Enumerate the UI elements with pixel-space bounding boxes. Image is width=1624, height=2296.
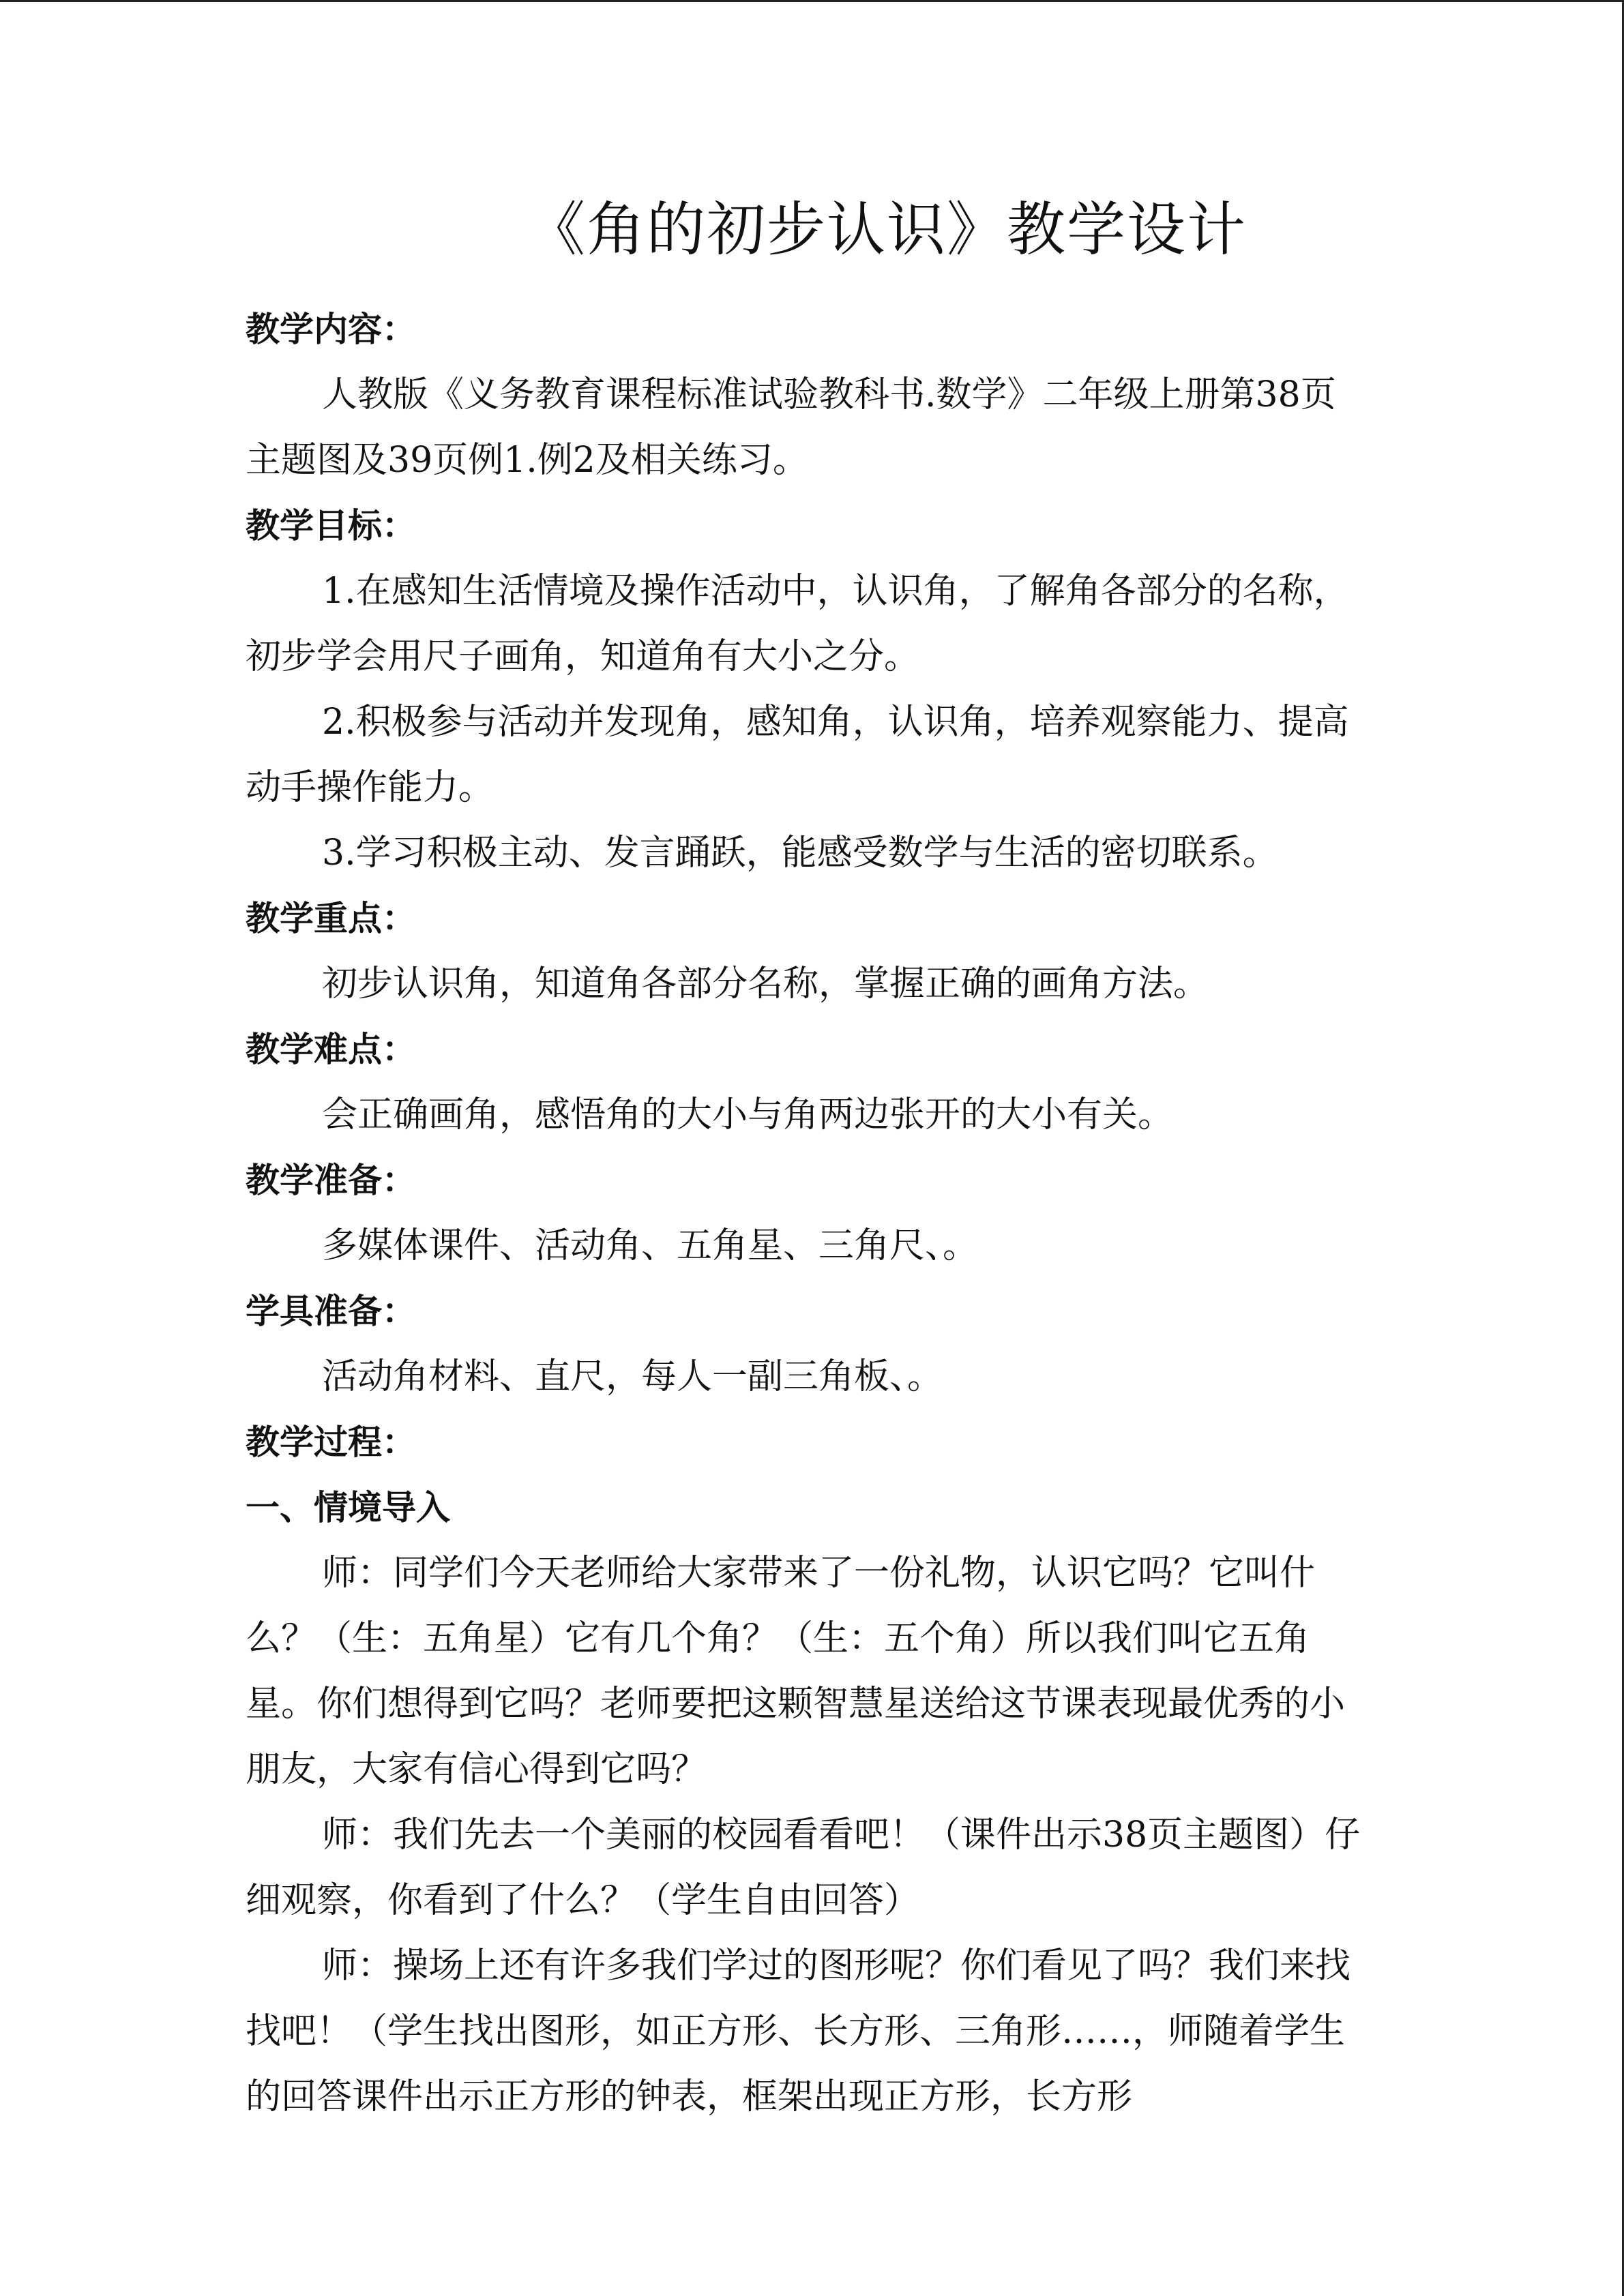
section-heading-content: 教学内容： (246, 310, 416, 349)
section-heading-difficulties: 教学难点： (246, 1030, 416, 1069)
section-heading-goals: 教学目标： (246, 506, 416, 546)
goal-item-2: 2.积极参与活动并发现角，感知角，认识角，培养观察能力、提高动手操作能力。 (246, 702, 1349, 808)
page-top-border (0, 0, 1624, 2)
dialog-paragraph-2: 师：我们先去一个美丽的校园看看吧！（课件出示38页主题图）仔细观察，你看到了什么？（学生自由回答） (246, 1815, 1361, 1921)
document-page (246, 188, 1364, 2130)
dialog-paragraph-1: 师：同学们今天老师给大家带来了一份礼物，认识它吗？它叫什么？（生：五角星）它有几个角？（生：五个角）所以我们叫它五角星。你们想得到它吗？老师要把这颗智慧星送给这节课表现最优秀的小朋友，大家有信心得到它吗？ (246, 1553, 1346, 1790)
section-heading-teaching-prep: 教学准备： (246, 1161, 416, 1200)
section-heading-student-tools: 学具准备： (246, 1292, 416, 1331)
goal-item-3: 3.学习积极主动、发言踊跃，能感受数学与生活的密切联系。 (322, 833, 1278, 874)
content-paragraph: 人教版《义务教育课程标准试验教科书.数学》二年级上册第38页主题图及39页例1.例2及相关练习。 (246, 374, 1336, 481)
teaching-prep-paragraph: 多媒体课件、活动角、五角星、三角尺、。 (322, 1225, 979, 1266)
document-title: 《角的初步认识》教学设计 (527, 196, 1247, 264)
difficulties-paragraph: 会正确画角，感悟角的大小与角两边张开的大小有关。 (322, 1094, 1174, 1135)
section-heading-process: 教学过程： (246, 1422, 416, 1462)
student-tools-paragraph: 活动角材料、直尺，每人一副三角板、。 (322, 1356, 943, 1397)
key-points-paragraph: 初步认识角，知道角各部分名称，掌握正确的画角方法。 (322, 964, 1209, 1004)
dialog-paragraph-3: 师：操场上还有许多我们学过的图形呢？你们看见了吗？我们来找找吧！（学生找出图形，如正方形、长方形、三角形……，师随着学生的回答课件出示正方形的钟表，框架出现正方形，长方形 (246, 1945, 1351, 2117)
goal-item-1: 1.在感知生活情境及操作活动中，认识角，了解角各部分的名称，初步学会用尺子画角，知道角有大小之分。 (246, 571, 1349, 677)
step-heading-introduction: 一、情境导入 (246, 1488, 450, 1527)
section-heading-key-points: 教学重点： (246, 899, 416, 938)
